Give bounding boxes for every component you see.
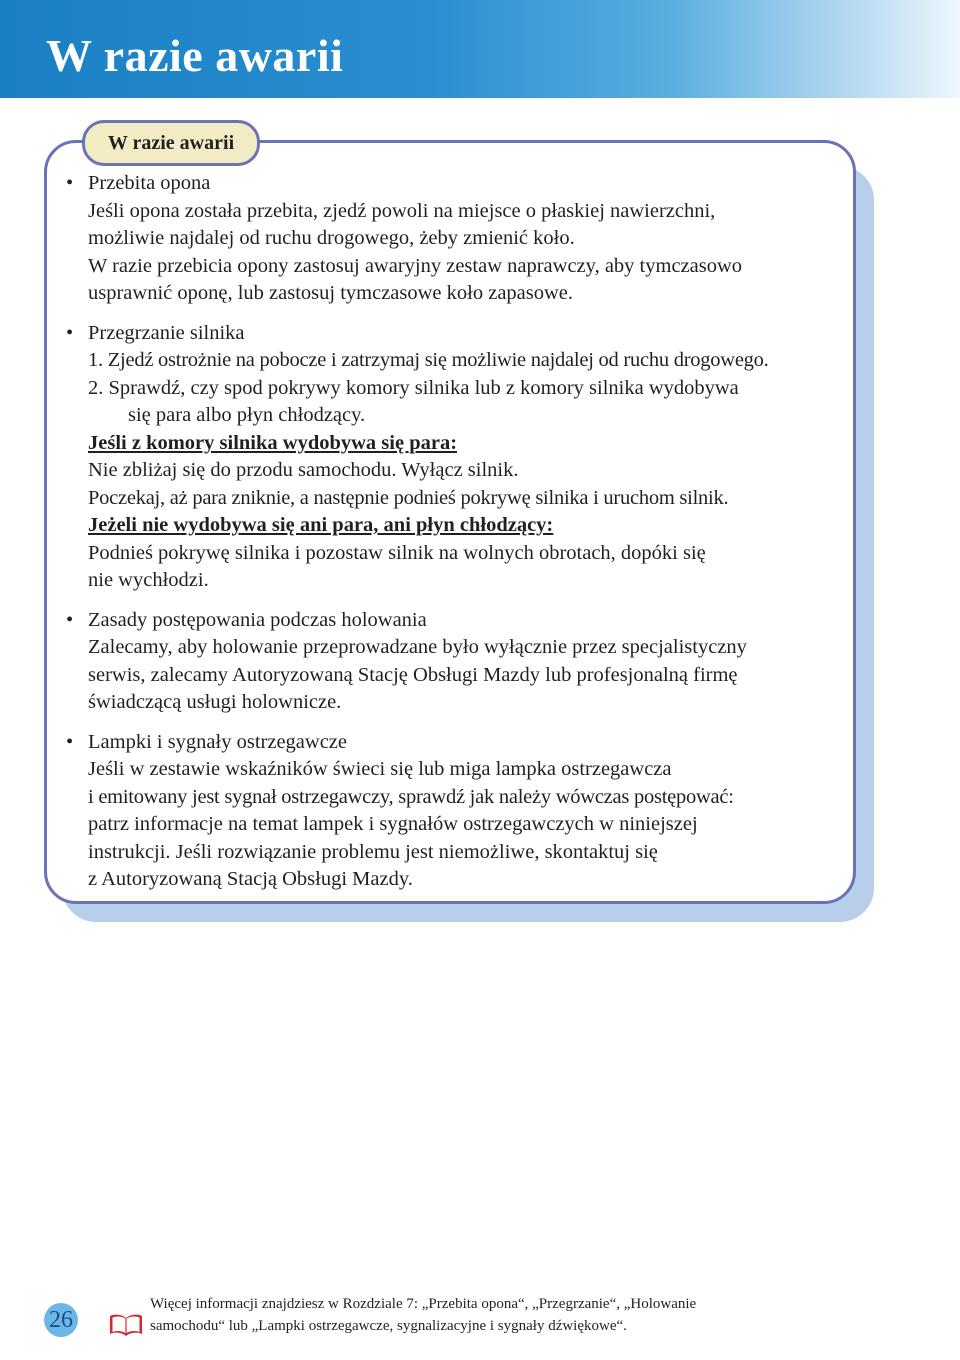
book-icon (108, 1313, 144, 1337)
bullet-title: Zasady postępowania podczas holowania (88, 608, 427, 631)
page-number: 26 (44, 1303, 78, 1337)
body-line: świadczącą usługi holownicze. (88, 691, 342, 713)
bullet-title: Przebita opona (88, 172, 211, 194)
bullet-dot: • (66, 730, 74, 753)
body-line: W razie przebicia opony zastosuj awaryjny zestaw naprawczy, aby tymczasowo (88, 254, 743, 277)
body-line: Zalecamy, aby holowanie przeprowadzane było wyłącznie przez specjalistyczny (88, 636, 747, 658)
step-2-continued: się para albo płyn chłodzący. (128, 404, 366, 426)
bullet-title: Przegrzanie silnika (88, 321, 245, 344)
body-line: nie wychłodzi. (88, 569, 209, 591)
bullet-warning-lights (66, 729, 846, 894)
info-box-content (66, 170, 846, 906)
footnote (150, 1293, 850, 1337)
bullet-flat-tire (66, 170, 846, 308)
info-box-tab: W razie awarii (82, 120, 260, 166)
body-line: Nie zbliżaj się do przodu samochodu. Wyłącz silnik. (88, 459, 519, 481)
bullet-engine-overheat (66, 320, 846, 595)
body-line: możliwie najdalej od ruchu drogowego, żeby zmienić koło. (88, 227, 575, 249)
bullet-dot: • (66, 608, 74, 631)
body-line: patrz informacje na temat lampek i sygnałów ostrzegawczych w niniejszej (88, 813, 698, 835)
body-line: usprawnić oponę, lub zastosuj tymczasowe koło zapasowe. (88, 282, 574, 304)
body-line: i emitowany jest sygnał ostrzegawczy, sprawdź jak należy wówczas postępować: (88, 785, 734, 808)
header-banner (0, 0, 960, 98)
body-line: Jeśli w zestawie wskaźników świeci się lub miga lampka ostrzegawcza (88, 758, 672, 780)
steam-heading: Jeśli z komory silnika wydobywa się para: (88, 431, 458, 454)
body-line: serwis, zalecamy Autoryzowaną Stację Obsługi Mazdy lub profesjonalną firmę (88, 663, 738, 686)
no-steam-heading: Jeżeli nie wydobywa się ani para, ani płyn chłodzący: (88, 514, 554, 536)
body-line: Jeśli opona została przebita, zjedź powoli na miejsce o płaskiej nawierzchni, (88, 199, 716, 222)
body-line: Podnieś pokrywę silnika i pozostaw silnik na wolnych obrotach, dopóki się (88, 541, 706, 564)
bullet-dot: • (66, 172, 74, 194)
body-line: instrukcji. Jeśli rozwiązanie problemu jest niemożliwe, skontaktuj się (88, 840, 658, 863)
body-line: z Autoryzowaną Stacją Obsługi Mazdy. (88, 868, 413, 890)
step-1: 1. Zjedź ostrożnie na pobocze i zatrzymaj się możliwie najdalej od ruchu drogowego. (88, 349, 769, 371)
page-title: W razie awarii (46, 30, 344, 81)
bullet-title: Lampki i sygnały ostrzegawcze (88, 730, 348, 753)
step-2: 2. Sprawdź, czy spod pokrywy komory silnika lub z komory silnika wydobywa (88, 376, 739, 399)
bullet-dot: • (66, 321, 74, 344)
footnote-line: samochodu“ lub „Lampki ostrzegawcze, sygnalizacyjne i sygnały dźwiękowe“. (150, 1318, 627, 1334)
bullet-towing (66, 607, 846, 717)
footnote-line: Więcej informacji znajdziesz w Rozdziale 7: „Przebita opona“, „Przegrzanie“, „Holowanie (150, 1296, 697, 1312)
body-line: Poczekaj, aż para zniknie, a następnie podnieś pokrywę silnika i uruchom silnik. (88, 486, 729, 509)
